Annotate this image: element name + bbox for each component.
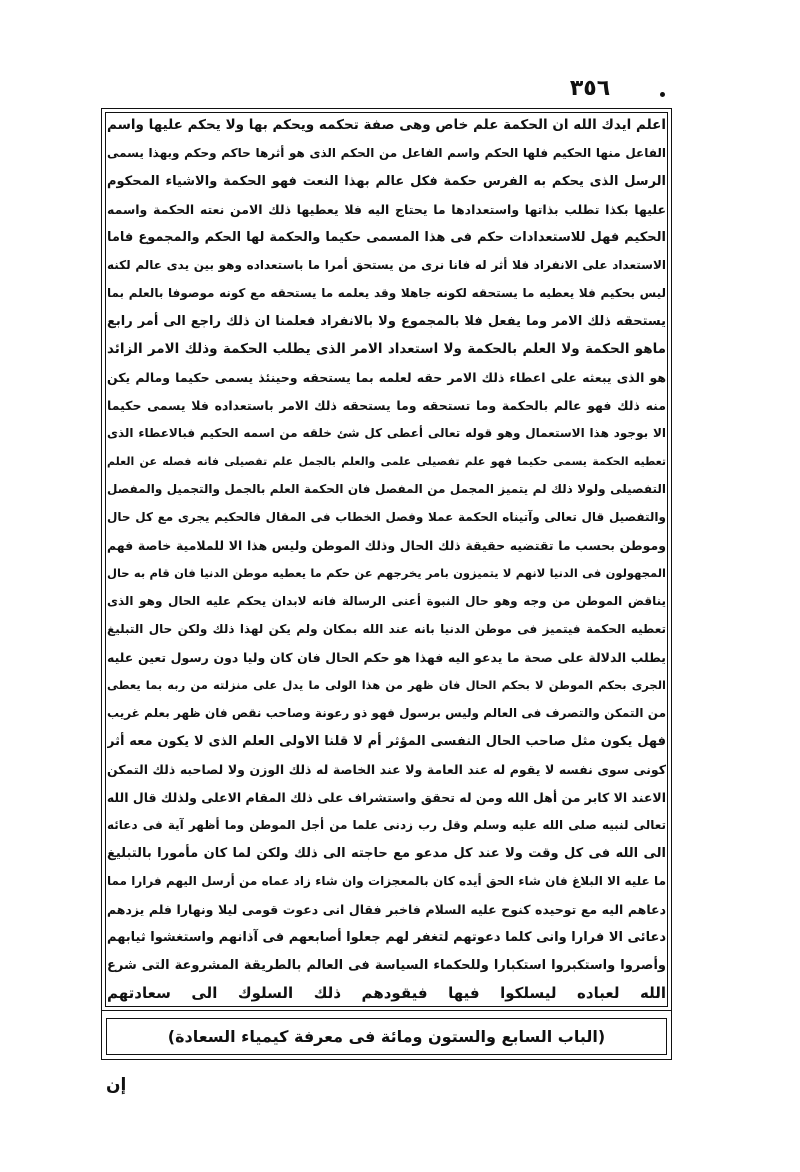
text-line: الاعند الا كابر من أهل الله ومن له تحقق واستشراف على ذلك المقام الاعلى ولذلك قال الله [107,790,666,805]
text-line: تعالى لنبيه صلى الله عليه وسلم وقل رب زدنى علما من أجل الموطن وما أظهر آية فى دعائه [107,818,666,832]
text-line: يستحقه ذلك الامر وما يفعل فلا بالمجموع ولا بالانفراد فعلمنا ان ذلك راجع الى أمر رابع [107,314,666,329]
text-line: الا بوجود هذا الاستعمال وهو قوله تعالى أعطى كل شئ خلقه من اسمه الحكيم فبالاعطاء الذى [107,426,666,440]
text-line: الاستعداد على الانفراد فلا أثر له فانا نرى من يستحق أمرا ما باستعداده وهو بين يدى عالم لكنه [107,258,666,272]
text-line: الرسل الذى يحكم به الفرس حكمة فكل عالم بهذا النعت فهو الحكمة والاشياء المحكوم [107,174,666,189]
text-line: الحكيم فهل للاستعدادات حكم فى هذا المسمى حكيما والحكمة لها الحكم والمجموع فاما [107,230,666,245]
text-line: وموطن بحسب ما تقتضيه حقيقة ذلك الحال وذلك الموطن وليس هذا الا للملامية خاصة فهم [107,538,666,553]
section-heading: (الباب السابع والستون ومائة فى معرفة كيمياء السعادة) [167,1027,606,1046]
text-line: ماهو الحكمة ولا العلم بالحكمة ولا استعداد الامر الذى يطلب الحكمة وذلك الامر الزائد [107,341,666,357]
text-line: ما عليه الا البلاغ فان شاء الحق أيده كان بالمعجزات وان شاء زاد عماه من أرسل اليهم فرارا مما [107,874,666,888]
text-line: الى الله فى كل وقت ولا عند كل مدعو مع حاجته الى ذلك ولكن لما كان مأمورا بالتبليغ [107,846,666,861]
page-dot-mark [660,92,665,97]
text-line: فهل يكون مثل صاحب الحال النفسى المؤثر أم لا قلنا الاولى العلم الذى لا يكون معه أثر [107,734,666,749]
text-line: من التمكن والتصرف فى العالم وليس برسول فهو ذو رعونة وصاحب نقص فان ظهر بعلم غريب [107,706,666,720]
text-line: تعطيه الحكمة فيتميز فى موطن الدنيا بانه عند الله بمكان ولم يكن لهذا ذلك ولكن حال التبليغ [107,622,666,636]
section-heading-box [106,1018,667,1055]
section-heading-frame [101,1010,672,1060]
main-text-block [107,114,666,1005]
main-text-frame [101,108,672,1011]
catchword: إن [106,1075,127,1095]
text-line: والتفصيل قال تعالى وآتيناه الحكمة عملا وفصل الخطاب فى المقال فالحكيم يجرى مع كل حال [107,510,666,524]
text-line: هو الذى يبعثه على اعطاء ذلك الامر حقه لعلمه بما يستحقه وحينئذ يسمى حكيما ومالم يكن [107,370,666,385]
text-line: الله لعباده ليسلكوا فيها فيقودهم ذلك السلوك الى سعادتهم [107,984,666,1002]
text-line: ليس بحكيم فلا يعطيه ما يستحقه لكونه جاهلا وقد يعلمه ما يستحقه مع كونه موصوفا بالعلم بما [107,286,666,300]
text-line: الجرى بحكم الموطن لا بحكم الحال فان ظهر من هذا الولى ما يدل على منزلته من ربه بما يعطى [107,678,666,692]
page-number: ٣٥٦ [569,76,611,101]
text-line: يناقض الموطن من وجه وهو حال النبوة أعنى الرسالة فانه لابدان يحكم عليه الحال وهو الذى [107,594,666,608]
text-line: التفصيلى ولولا ذلك لم يتميز المجمل من المفصل فان الحكمة العلم بالجمل والتجميل والمفصل [107,482,666,496]
text-line: دعائى الا فرارا وانى كلما دعوتهم لتغفر لهم جعلوا أصابعهم فى آذانهم واستغشوا ثيابهم [107,930,666,945]
text-line: الفاعل منها الحكيم فلها الحكم واسم الفاعل من الحكم الذى هو أثرها حاكم وحكم وبهذا يسمى [107,146,666,160]
text-line: وأصروا واستكبروا استكبارا وللحكماء السياسة فى العالم بالطريقة المشروعة التى شرع [107,958,666,973]
text-line: يطلب الدلالة على صحة ما يدعو اليه فهذا هو حكم الحال فان كان وليا دون رسول تعين عليه [107,650,666,665]
text-line: كونى سوى نفسه لا يقوم له عند العامة ولا عند الخاصة له ذلك الوزن ولا لصاحبه ذلك التمكن [107,762,666,777]
text-line: دعاهم اليه مع توحيده كنوح عليه السلام فاخبر فقال انى دعوت قومى ليلا ونهارا فلم يزدهم [107,902,666,917]
text-line: تعطيه الحكمة يسمى حكيما فهو علم تفصيلى علمى والعلم بالجمل علم تفصيلى فانه فصله عن العلم [107,455,666,468]
text-line: اعلم ايدك الله ان الحكمة علم خاص وهى صفة تحكمه ويحكم بها ولا يحكم عليها واسم [107,117,666,133]
text-line: عليها بكذا تطلب بذاتها واستعدادها ما يحتاج اليه فلا يعطيها ذلك الامن نعته الحكمة واسمه [107,202,666,217]
text-line: المجهولون فى الدنيا لانهم لا يتميزون بامر يخرجهم عن حكم ما يعطيه موطن الدنيا فان قام به حال [107,566,666,580]
text-line: منه ذلك فهو عالم بالحكمة وما تستحقه وما يستحقه ذلك الامر باستعداده فلا يسمى حكيما [107,398,666,413]
